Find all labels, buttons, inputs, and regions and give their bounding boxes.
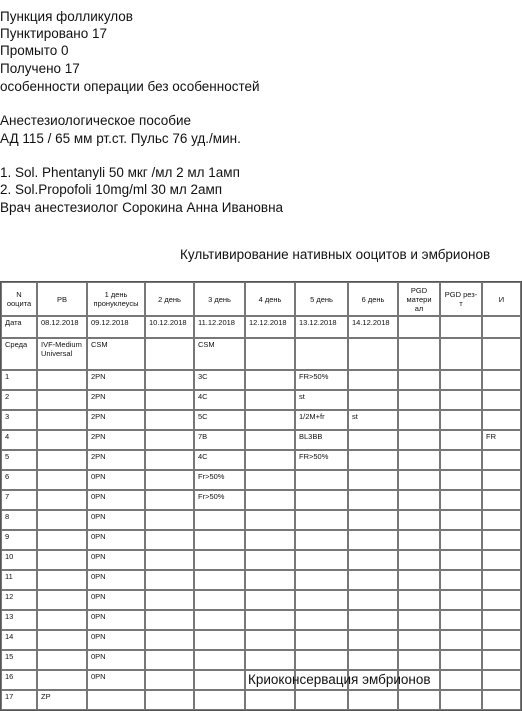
- table-cell: 0PN: [87, 630, 145, 650]
- table-cell: [194, 550, 245, 570]
- table-cell: [245, 590, 295, 610]
- table-cell: [348, 530, 398, 550]
- table-cell: [295, 490, 348, 510]
- table-cell: [440, 410, 482, 430]
- text-line-punction: Пункция фолликулов: [0, 9, 133, 24]
- table-header-cell: N ооцита: [1, 282, 37, 316]
- table-cell: [440, 630, 482, 650]
- table-cell: [482, 450, 521, 470]
- table-cell: [348, 450, 398, 470]
- table-cell: [440, 530, 482, 550]
- table-title: Культивирование нативных ооцитов и эмбрионов: [180, 247, 491, 262]
- table-cell: [440, 430, 482, 450]
- table-cell: [295, 630, 348, 650]
- table-cell: [145, 410, 194, 430]
- table-cell: 10: [1, 550, 37, 570]
- table-cell: 7B: [194, 430, 245, 450]
- table-cell: [145, 590, 194, 610]
- table-cell: [145, 530, 194, 550]
- table-cell: [348, 390, 398, 410]
- table-header-cell: И: [482, 282, 521, 316]
- table-cell: [348, 550, 398, 570]
- table-cell: [145, 550, 194, 570]
- table-cell: Fr>50%: [194, 470, 245, 490]
- table-cell: [245, 610, 295, 630]
- table-header-cell: PGD рез-т: [440, 282, 482, 316]
- table-cell: [398, 430, 440, 450]
- table-cell: [398, 630, 440, 650]
- table-cell: 0PN: [87, 570, 145, 590]
- table-cell: [194, 610, 245, 630]
- table-cell: [295, 690, 348, 710]
- table-cell: 13.12.2018: [295, 316, 348, 338]
- table-cell: [245, 430, 295, 450]
- table-row: [1, 430, 521, 450]
- table-cell: 4C: [194, 390, 245, 410]
- table-cell: [440, 316, 482, 338]
- table-cell: 5C: [194, 410, 245, 430]
- table-cell: [398, 490, 440, 510]
- table-cell: [37, 610, 87, 630]
- table-cell: [37, 430, 87, 450]
- table-cell: 0PN: [87, 610, 145, 630]
- table-cell: [295, 530, 348, 550]
- table-cell: 10.12.2018: [145, 316, 194, 338]
- table-cell: [482, 690, 521, 710]
- table-cell: [440, 370, 482, 390]
- table-cell: [348, 370, 398, 390]
- table-header-cell: 2 день: [145, 282, 194, 316]
- table-cell: [348, 590, 398, 610]
- table-cell: 5: [1, 450, 37, 470]
- table-header-cell: PGD матери ал: [398, 282, 440, 316]
- table-cell: 9: [1, 530, 37, 550]
- table-cell: [145, 390, 194, 410]
- table-cell: [398, 338, 440, 370]
- table-cell: 3: [1, 410, 37, 430]
- table-cell: [145, 690, 194, 710]
- table-header-cell: 5 день: [295, 282, 348, 316]
- table-cell: [145, 490, 194, 510]
- table-cell: [482, 338, 521, 370]
- table-cell: [194, 670, 245, 690]
- table-cell: 0PN: [87, 670, 145, 690]
- table-cell: 14.12.2018: [348, 316, 398, 338]
- table-cell: [440, 650, 482, 670]
- table-cell: CSM: [194, 338, 245, 370]
- table-cell: [440, 490, 482, 510]
- table-cell: [440, 390, 482, 410]
- table-cell: [145, 570, 194, 590]
- table-cell: [440, 510, 482, 530]
- table-cell: 0PN: [87, 530, 145, 550]
- table-cell: [482, 390, 521, 410]
- table-cell: [295, 610, 348, 630]
- table-cell: [37, 370, 87, 390]
- table-cell: FR>50%: [295, 450, 348, 470]
- table-cell: 13: [1, 610, 37, 630]
- table-cell: [440, 470, 482, 490]
- table-header-row: [1, 282, 521, 316]
- table-cell: [482, 530, 521, 550]
- table-cell: [245, 530, 295, 550]
- table-row: [1, 550, 521, 570]
- table-cell: [37, 530, 87, 550]
- table-cell: [398, 690, 440, 710]
- table-cell: Дата: [1, 316, 37, 338]
- cultivation-table: [0, 281, 522, 711]
- table-cell: 15: [1, 650, 37, 670]
- table-row: [1, 690, 521, 710]
- table-cell: 11: [1, 570, 37, 590]
- table-cell: st: [295, 390, 348, 410]
- table-header-cell: PB: [37, 282, 87, 316]
- table-cell: [245, 510, 295, 530]
- table-cell: FR: [482, 430, 521, 450]
- table-cell: [295, 550, 348, 570]
- table-cell: [348, 630, 398, 650]
- table-cell: [440, 590, 482, 610]
- table-cell: 11.12.2018: [194, 316, 245, 338]
- table-cell: Среда: [1, 338, 37, 370]
- table-cell: [37, 450, 87, 470]
- table-row: [1, 370, 521, 390]
- table-cell: [295, 590, 348, 610]
- table-cell: 09.12.2018: [87, 316, 145, 338]
- cryo-section-title: Криоконсервация эмбрионов: [248, 672, 431, 687]
- table-row: [1, 390, 521, 410]
- table-cell: [348, 430, 398, 450]
- text-line-received: Получено 17: [0, 61, 80, 76]
- table-row: [1, 510, 521, 530]
- medium-row: [1, 338, 521, 370]
- table-cell: [194, 530, 245, 550]
- table-row: [1, 610, 521, 630]
- table-cell: 2: [1, 390, 37, 410]
- table-cell: [440, 338, 482, 370]
- table-cell: [295, 338, 348, 370]
- table-cell: [482, 570, 521, 590]
- table-cell: 6: [1, 470, 37, 490]
- table-cell: [482, 490, 521, 510]
- table-cell: [145, 670, 194, 690]
- table-cell: [37, 510, 87, 530]
- table-cell: [194, 650, 245, 670]
- table-cell: [295, 570, 348, 590]
- text-line-pressure: АД 115 / 65 мм рт.ст. Пульс 76 уд./мин.: [0, 131, 241, 146]
- table-cell: [295, 510, 348, 530]
- table-cell: [398, 316, 440, 338]
- table-row: [1, 410, 521, 430]
- table-cell: [194, 690, 245, 710]
- table-cell: [398, 470, 440, 490]
- table-cell: [145, 510, 194, 530]
- table-cell: [245, 650, 295, 670]
- table-cell: [348, 338, 398, 370]
- table-cell: [348, 470, 398, 490]
- table-cell: [348, 690, 398, 710]
- table-cell: [440, 450, 482, 470]
- table-cell: 0PN: [87, 590, 145, 610]
- table-cell: 2PN: [87, 450, 145, 470]
- table-row: [1, 470, 521, 490]
- table-cell: 8: [1, 510, 37, 530]
- table-cell: [348, 650, 398, 670]
- table-cell: [37, 590, 87, 610]
- table-cell: [245, 370, 295, 390]
- table-cell: [482, 630, 521, 650]
- table-cell: [398, 550, 440, 570]
- table-cell: 1: [1, 370, 37, 390]
- table-cell: 08.12.2018: [37, 316, 87, 338]
- table-cell: [145, 610, 194, 630]
- table-cell: [398, 590, 440, 610]
- text-line-washed: Промыто 0: [0, 43, 69, 58]
- table-cell: [145, 630, 194, 650]
- table-cell: [145, 450, 194, 470]
- table-cell: [295, 470, 348, 490]
- table-cell: 1/2M+fr: [295, 410, 348, 430]
- table-cell: 14: [1, 630, 37, 650]
- table-cell: [348, 570, 398, 590]
- table-cell: [348, 510, 398, 530]
- table-cell: [245, 338, 295, 370]
- table-cell: [398, 570, 440, 590]
- table-cell: [482, 470, 521, 490]
- table-cell: [398, 390, 440, 410]
- table-cell: 7: [1, 490, 37, 510]
- text-line-drug-2: 2. Sol.Propofoli 10mg/ml 30 мл 2амп: [0, 182, 223, 197]
- table-cell: [482, 510, 521, 530]
- table-cell: ZP: [37, 690, 87, 710]
- table-cell: [398, 370, 440, 390]
- table-cell: 2PN: [87, 370, 145, 390]
- table-cell: 4C: [194, 450, 245, 470]
- table-cell: [398, 530, 440, 550]
- text-line-doctor: Врач анестезиолог Сорокина Анна Ивановна: [0, 200, 284, 215]
- text-line-anesthesia: Анестезиологическое пособие: [0, 113, 192, 128]
- table-cell: [145, 338, 194, 370]
- table-cell: [482, 550, 521, 570]
- table-cell: [440, 610, 482, 630]
- table-cell: [245, 570, 295, 590]
- table-cell: 3C: [194, 370, 245, 390]
- table-cell: BL3BB: [295, 430, 348, 450]
- table-cell: 2PN: [87, 390, 145, 410]
- table-cell: [440, 550, 482, 570]
- text-line-drug-1: 1. Sol. Phentanyli 50 мкг /мл 2 мл 1амп: [0, 165, 240, 180]
- table-cell: [245, 630, 295, 650]
- table-cell: [194, 570, 245, 590]
- table-cell: [37, 650, 87, 670]
- table-cell: [398, 510, 440, 530]
- table-cell: [245, 490, 295, 510]
- table-cell: [348, 490, 398, 510]
- table-cell: [194, 590, 245, 610]
- table-cell: [482, 650, 521, 670]
- table-row: [1, 570, 521, 590]
- table-cell: [145, 370, 194, 390]
- text-line-operation: особенности операции без особенностей: [0, 79, 260, 94]
- table-body: [1, 316, 521, 710]
- table-cell: 0PN: [87, 510, 145, 530]
- table-cell: 17: [1, 690, 37, 710]
- text-line-punctured: Пунктировано 17: [0, 26, 107, 41]
- table-cell: IVF-Medium Universal: [37, 338, 87, 370]
- table-cell: [145, 650, 194, 670]
- table-cell: 0PN: [87, 650, 145, 670]
- table-header-cell: 1 день пронуклеусы: [87, 282, 145, 316]
- table-cell: [145, 470, 194, 490]
- table-cell: 2PN: [87, 410, 145, 430]
- table-row: [1, 530, 521, 550]
- table-cell: [482, 670, 521, 690]
- table-cell: [245, 690, 295, 710]
- table-header-cell: 6 день: [348, 282, 398, 316]
- table-cell: 12.12.2018: [245, 316, 295, 338]
- table-cell: [398, 450, 440, 470]
- table-row: [1, 590, 521, 610]
- table-row: [1, 450, 521, 470]
- table-cell: [194, 630, 245, 650]
- table-cell: [398, 610, 440, 630]
- table-cell: [482, 610, 521, 630]
- table-cell: 12: [1, 590, 37, 610]
- table-cell: 4: [1, 430, 37, 450]
- table-cell: [37, 490, 87, 510]
- table-cell: [398, 650, 440, 670]
- table-cell: [440, 570, 482, 590]
- table-cell: [482, 590, 521, 610]
- table-cell: [37, 470, 87, 490]
- table-cell: [145, 430, 194, 450]
- table-cell: [245, 450, 295, 470]
- table-cell: 0PN: [87, 550, 145, 570]
- table-cell: [194, 510, 245, 530]
- table-header-cell: 3 день: [194, 282, 245, 316]
- table-cell: [37, 630, 87, 650]
- table-cell: [87, 690, 145, 710]
- table-row: [1, 490, 521, 510]
- table-row: [1, 650, 521, 670]
- table-cell: [37, 570, 87, 590]
- table-cell: [245, 410, 295, 430]
- table-cell: [295, 650, 348, 670]
- table-cell: 0PN: [87, 490, 145, 510]
- table-header-cell: 4 день: [245, 282, 295, 316]
- table-cell: Fr>50%: [194, 490, 245, 510]
- date-row: [1, 316, 521, 338]
- table-cell: 0PN: [87, 470, 145, 490]
- table-cell: [482, 410, 521, 430]
- table-cell: [398, 410, 440, 430]
- table-cell: [245, 550, 295, 570]
- table-cell: [440, 670, 482, 690]
- table-cell: [245, 390, 295, 410]
- table-cell: FR>50%: [295, 370, 348, 390]
- table-cell: [348, 610, 398, 630]
- table-cell: [440, 690, 482, 710]
- table-cell: st: [348, 410, 398, 430]
- table-cell: [482, 316, 521, 338]
- table-row: [1, 630, 521, 650]
- table-cell: [37, 410, 87, 430]
- table-cell: CSM: [87, 338, 145, 370]
- table-cell: [37, 670, 87, 690]
- table-cell: 16: [1, 670, 37, 690]
- table-cell: [37, 550, 87, 570]
- table-cell: [245, 470, 295, 490]
- table-cell: 2PN: [87, 430, 145, 450]
- table-cell: [482, 370, 521, 390]
- table-cell: [37, 390, 87, 410]
